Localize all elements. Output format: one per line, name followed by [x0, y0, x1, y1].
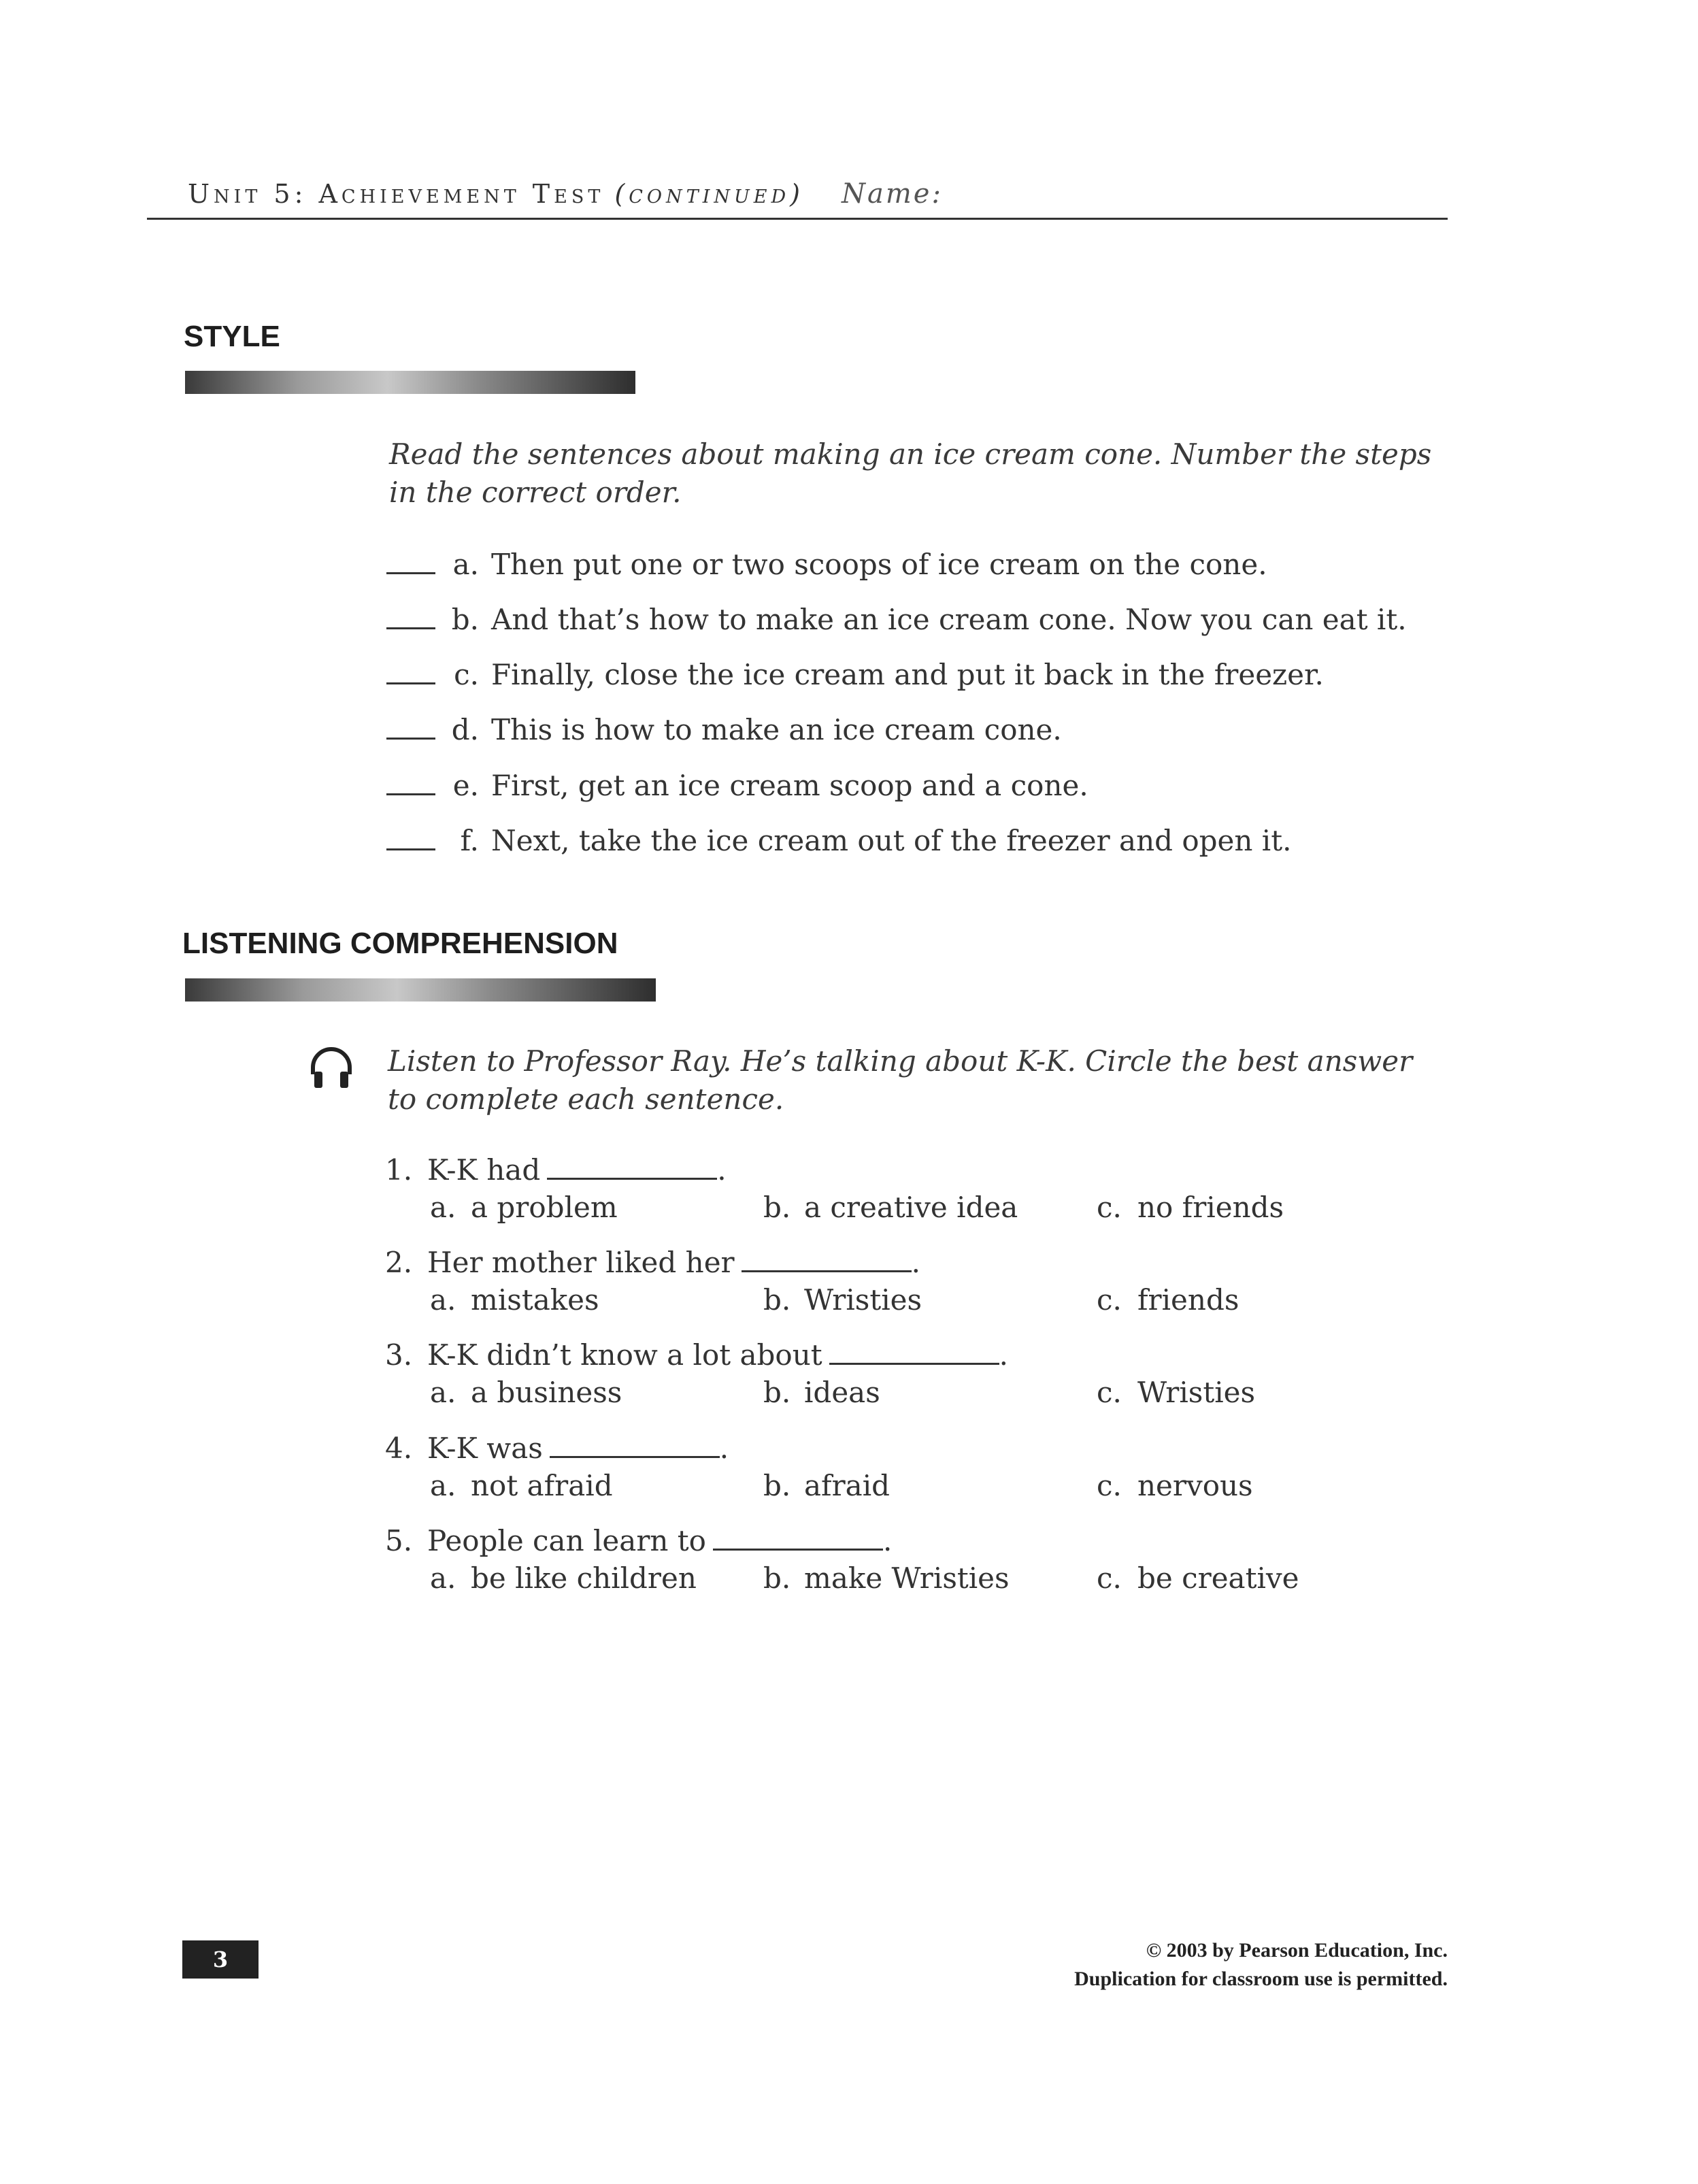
- step-item: [386, 769, 1088, 802]
- step-item: [386, 658, 1324, 691]
- question-stem: Her mother liked her: [427, 1246, 735, 1279]
- option-letter: a.: [430, 1376, 456, 1409]
- option-letter: c.: [1097, 1376, 1122, 1409]
- question-number: 5.: [385, 1524, 413, 1557]
- answer-line: [829, 1342, 999, 1365]
- question-stem: K-K was: [427, 1432, 543, 1465]
- copyright-notice: [1074, 1936, 1448, 1993]
- question-number: 3.: [385, 1338, 413, 1372]
- header-rule: [147, 218, 1448, 220]
- option-letter: a.: [430, 1191, 456, 1224]
- listening-section-title: LISTENING COMPREHENSION: [182, 927, 618, 960]
- option-letter: b.: [763, 1283, 791, 1317]
- step-text: This is how to make an ice cream cone.: [491, 713, 1062, 746]
- option-text: nervous: [1137, 1469, 1253, 1502]
- option-text: friends: [1137, 1283, 1239, 1317]
- question-stem: K-K didn’t know a lot about: [427, 1338, 822, 1372]
- option-letter: b.: [763, 1469, 791, 1502]
- option-text: a problem: [471, 1191, 618, 1224]
- answer-blank[interactable]: [386, 663, 435, 684]
- listening-section-bar: [185, 978, 656, 1002]
- step-item: [386, 713, 1062, 746]
- question-stem: K-K had: [427, 1153, 541, 1187]
- answer-blank[interactable]: [386, 774, 435, 795]
- question-5: [385, 1524, 892, 1557]
- option-text: ideas: [804, 1376, 880, 1409]
- question-stem: People can learn to: [427, 1524, 706, 1557]
- option-a[interactable]: [430, 1469, 613, 1502]
- option-b[interactable]: [763, 1376, 880, 1409]
- option-text: mistakes: [471, 1283, 599, 1317]
- option-letter: a.: [430, 1561, 456, 1595]
- option-a[interactable]: [430, 1191, 618, 1224]
- option-letter: c.: [1097, 1283, 1122, 1317]
- question-end: .: [719, 1432, 729, 1465]
- option-text: a creative idea: [804, 1191, 1018, 1224]
- option-a[interactable]: [430, 1376, 622, 1409]
- option-text: Wristies: [804, 1283, 922, 1317]
- option-c[interactable]: [1097, 1469, 1253, 1502]
- option-c[interactable]: [1097, 1561, 1299, 1595]
- question-2: [385, 1246, 920, 1279]
- name-label: Name:: [842, 178, 943, 210]
- option-letter: a.: [430, 1469, 456, 1502]
- answer-line: [713, 1528, 883, 1551]
- option-letter: c.: [1097, 1191, 1122, 1224]
- option-text: Wristies: [1137, 1376, 1256, 1409]
- question-number: 4.: [385, 1432, 413, 1465]
- option-letter: b.: [763, 1191, 791, 1224]
- question-end: .: [717, 1153, 727, 1187]
- header-unit: Unit 5:: [188, 179, 307, 209]
- question-end: .: [882, 1524, 893, 1557]
- question-end: .: [999, 1338, 1008, 1372]
- step-letter: c.: [454, 658, 479, 691]
- step-text: Next, take the ice cream out of the freezer and open it.: [491, 824, 1292, 857]
- step-letter: a.: [452, 548, 479, 581]
- answer-blank[interactable]: [386, 829, 435, 850]
- step-text: And that’s how to make an ice cream cone. Now you can eat it.: [491, 603, 1407, 636]
- answer-line: [547, 1157, 717, 1180]
- page-header: [188, 178, 1446, 219]
- step-text: Then put one or two scoops of ice cream on the cone.: [491, 548, 1267, 581]
- option-text: no friends: [1137, 1191, 1284, 1224]
- answer-blank[interactable]: [386, 553, 435, 574]
- option-c[interactable]: [1097, 1376, 1255, 1409]
- option-letter: c.: [1097, 1469, 1122, 1502]
- option-b[interactable]: [763, 1191, 1018, 1224]
- permission-line: Duplication for classroom use is permitted.: [1074, 1968, 1448, 1990]
- answer-line: [550, 1436, 720, 1458]
- style-instructions: Read the sentences about making an ice cream cone. Number the steps in the correct order.: [389, 437, 1432, 509]
- copyright-line: © 2003 by Pearson Education, Inc.: [1146, 1939, 1448, 1962]
- question-end: .: [911, 1246, 920, 1279]
- page-number: 3: [182, 1940, 259, 1979]
- question-number: 2.: [385, 1246, 413, 1279]
- option-letter: c.: [1097, 1561, 1122, 1595]
- headphones-icon: [307, 1044, 355, 1092]
- step-letter: f.: [460, 824, 479, 857]
- option-text: be creative: [1137, 1561, 1299, 1595]
- option-text: afraid: [804, 1469, 890, 1502]
- option-c[interactable]: [1097, 1191, 1284, 1224]
- question-1: [385, 1153, 727, 1187]
- question-4: [385, 1432, 729, 1465]
- step-item: [386, 603, 1407, 636]
- option-text: make Wristies: [804, 1561, 1010, 1595]
- header-continued: (continued): [614, 179, 804, 209]
- option-c[interactable]: [1097, 1283, 1239, 1317]
- option-letter: b.: [763, 1561, 791, 1595]
- step-letter: d.: [451, 713, 479, 746]
- option-letter: b.: [763, 1376, 791, 1409]
- answer-line: [742, 1250, 912, 1272]
- option-a[interactable]: [430, 1283, 599, 1317]
- option-text: be like children: [471, 1561, 697, 1595]
- step-letter: e.: [452, 769, 479, 802]
- step-item: [386, 548, 1267, 581]
- option-b[interactable]: [763, 1469, 890, 1502]
- option-b[interactable]: [763, 1283, 922, 1317]
- step-text: Finally, close the ice cream and put it back in the freezer.: [491, 658, 1324, 691]
- style-section-bar: [185, 371, 635, 394]
- step-text: First, get an ice cream scoop and a cone.: [491, 769, 1088, 802]
- answer-blank[interactable]: [386, 718, 435, 740]
- option-a[interactable]: [430, 1561, 697, 1595]
- question-number: 1.: [385, 1153, 413, 1187]
- step-letter: b.: [451, 603, 479, 636]
- option-b[interactable]: [763, 1561, 1010, 1595]
- answer-blank[interactable]: [386, 608, 435, 629]
- listening-instructions: Listen to Professor Ray. He’s talking about K-K. Circle the best answer to complete each sentence.: [388, 1044, 1413, 1116]
- step-item: [386, 824, 1291, 857]
- question-3: [385, 1338, 1008, 1372]
- header-test-title: Achievement Test: [318, 179, 605, 209]
- style-section-title: STYLE: [184, 320, 280, 353]
- option-text: a business: [471, 1376, 622, 1409]
- option-text: not afraid: [471, 1469, 613, 1502]
- option-letter: a.: [430, 1283, 456, 1317]
